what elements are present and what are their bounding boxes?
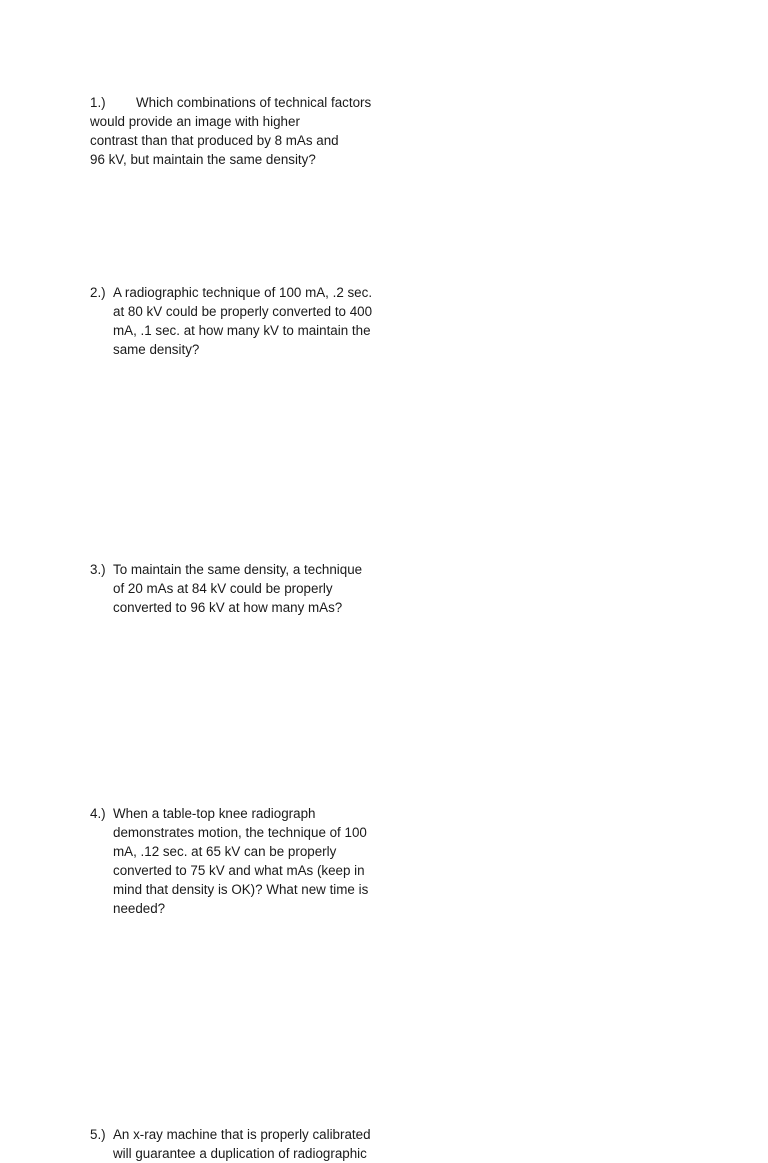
question-2-number: 2.) bbox=[90, 285, 106, 300]
question-5-number: 5.) bbox=[90, 1127, 106, 1142]
question-3-line-3: converted to 96 kV at how many mAs? bbox=[113, 600, 343, 615]
question-2 bbox=[90, 283, 413, 359]
question-4-line-3: mA, .12 sec. at 65 kV can be properly bbox=[113, 844, 337, 859]
question-1-line-1 bbox=[90, 93, 390, 112]
question-5-line-2: will guarantee a duplication of radiographic bbox=[113, 1146, 367, 1161]
question-3-line-2: of 20 mAs at 84 kV could be properly bbox=[113, 581, 333, 596]
question-1-number: 1.) bbox=[90, 95, 106, 110]
question-1-line-3: contrast than that produced by 8 mAs and bbox=[90, 133, 339, 148]
question-3 bbox=[90, 560, 413, 617]
question-1 bbox=[90, 93, 390, 169]
question-4-line-4: converted to 75 kV and what mAs (keep in bbox=[113, 863, 365, 878]
question-5 bbox=[90, 1125, 413, 1163]
question-1-line-2: would provide an image with higher bbox=[90, 114, 300, 129]
question-5-line-1: An x-ray machine that is properly calibrated bbox=[113, 1127, 371, 1142]
question-3-number: 3.) bbox=[90, 562, 106, 577]
question-2-line-3: mA, .1 sec. at how many kV to maintain the bbox=[113, 323, 371, 338]
question-2-line-4: same density? bbox=[113, 342, 200, 357]
question-4-line-2: demonstrates motion, the technique of 100 bbox=[113, 825, 367, 840]
question-4 bbox=[90, 804, 413, 918]
question-2-line-2: at 80 kV could be properly converted to 400 bbox=[113, 304, 373, 319]
question-1-text-1: Which combinations of technical factors bbox=[136, 95, 372, 110]
question-2-line-1: A radiographic technique of 100 mA, .2 sec. bbox=[113, 285, 373, 300]
question-4-line-6: needed? bbox=[113, 901, 166, 916]
question-4-line-1: When a table-top knee radiograph bbox=[113, 806, 316, 821]
question-1-line-4: 96 kV, but maintain the same density? bbox=[90, 152, 316, 167]
question-4-line-5: mind that density is OK)? What new time is bbox=[113, 882, 369, 897]
question-3-line-1: To maintain the same density, a technique bbox=[113, 562, 363, 577]
question-4-number: 4.) bbox=[90, 806, 106, 821]
